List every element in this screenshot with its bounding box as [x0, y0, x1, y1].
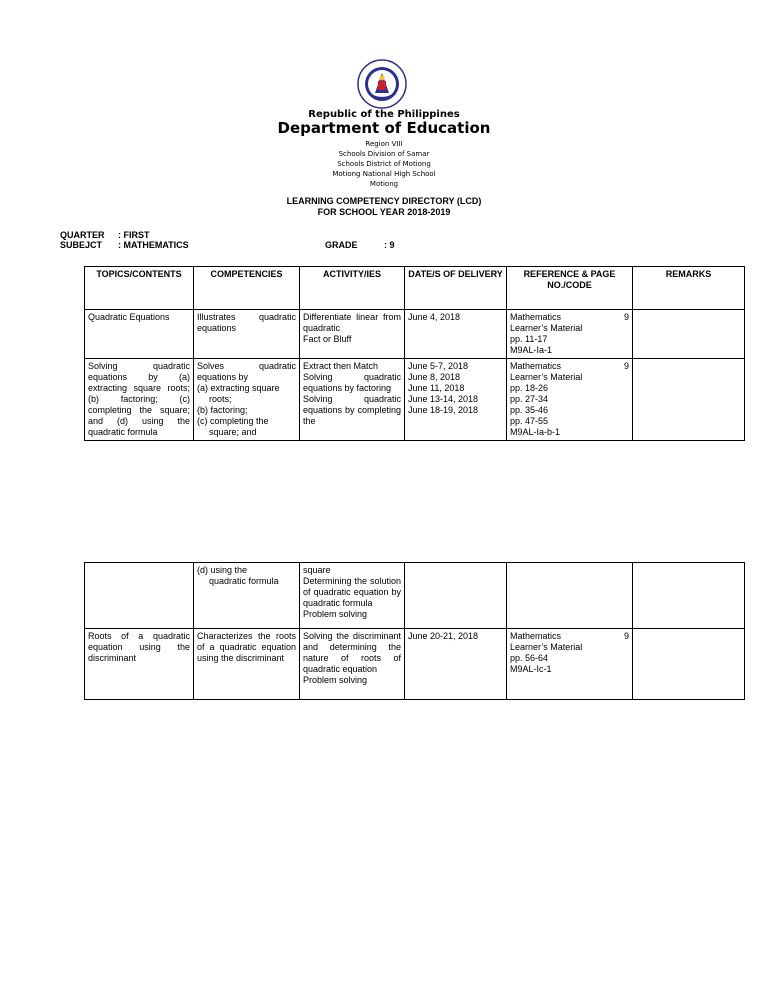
table-row — [85, 359, 745, 441]
competency-line: square; and — [209, 427, 257, 437]
activity-line: Fact or Bluff — [303, 334, 352, 344]
activity-line: Problem solving — [303, 675, 368, 685]
date-cell: June 20-21, 2018 — [405, 629, 507, 700]
competency-cell: Characterizes the roots of a quadratic equation using the discriminant — [194, 629, 300, 700]
reference-book: Mathematics — [510, 631, 562, 641]
topic-cell: Solving quadratic equations by (a) extracting square roots; (b) factoring; (c) completing the square; and (d) using the quadratic formula — [85, 359, 194, 441]
header-activities: ACTIVITY/IES — [300, 267, 405, 310]
date-line: June 18-19, 2018 — [408, 405, 479, 415]
remarks-cell — [633, 359, 745, 441]
competency-cell — [194, 359, 300, 441]
grade-label: GRADE — [325, 240, 358, 250]
date-line: June 5-7, 2018 — [408, 361, 469, 371]
reference-grade: 9 — [623, 361, 629, 371]
reference-pages: pp. 27-34 — [510, 394, 549, 404]
reference-code: M9AL-Ic-1 — [510, 664, 552, 674]
grade-value: : 9 — [384, 240, 395, 250]
reference-book-line — [510, 312, 629, 323]
lcd-table-page2 — [84, 562, 745, 700]
activity-line: Solving the discriminant and determining the nature of roots of quadratic equation — [303, 631, 401, 674]
competency-cell — [194, 563, 300, 629]
topic-cell: Roots of a quadratic equation using the discriminant — [85, 629, 194, 700]
competency-cell: Illustrates quadratic equations — [194, 310, 300, 359]
reference-pages: pp. 47-55 — [510, 416, 549, 426]
school-year-title: FOR SCHOOL YEAR 2018-2019 — [317, 207, 451, 217]
competency-line: roots; — [209, 394, 232, 404]
deped-seal-logo — [357, 59, 407, 109]
document-title: LEARNING COMPETENCY DIRECTORY (LCD) — [286, 196, 482, 206]
competency-line: quadratic formula — [209, 576, 279, 586]
reference-book: Mathematics — [510, 361, 562, 371]
competency-line: (b) factoring; — [197, 405, 248, 415]
topic-cell — [85, 563, 194, 629]
header-dates: DATE/S OF DELIVERY — [405, 267, 507, 310]
remarks-cell — [633, 310, 745, 359]
activity-line: Problem solving — [303, 609, 368, 619]
competency-line: (d) using the — [197, 565, 248, 575]
header-reference: REFERENCE & PAGE NO./CODE — [507, 267, 633, 310]
reference-pages: pp. 11-17 — [510, 334, 548, 344]
municipality-line: Motiong — [369, 180, 399, 188]
reference-cell — [507, 359, 633, 441]
reference-book-line — [510, 361, 629, 372]
reference-material: Learner’s Material — [510, 372, 583, 382]
subject-label: SUBEJCT — [60, 240, 103, 250]
school-line: Motiong National High School — [332, 170, 436, 178]
lcd-table-page1 — [84, 266, 745, 441]
header-topics: TOPICS/CONTENTS — [85, 267, 194, 310]
date-line: June 11, 2018 — [408, 383, 465, 393]
date-cell: June 4, 2018 — [405, 310, 507, 359]
table-row — [85, 563, 745, 629]
reference-material: Learner’s Material — [510, 642, 583, 652]
remarks-cell — [633, 629, 745, 700]
competency-line: Solves quadratic equations by — [197, 361, 296, 382]
reference-cell — [507, 310, 633, 359]
table-row — [85, 629, 745, 700]
republic-heading: Republic of the Philippines — [308, 109, 460, 120]
quarter-label: QUARTER — [60, 230, 105, 240]
district-line: Schools District of Motiong — [337, 160, 431, 168]
reference-cell — [507, 629, 633, 700]
date-cell — [405, 563, 507, 629]
reference-grade: 9 — [623, 631, 629, 641]
activity-cell — [300, 563, 405, 629]
subject-value: : MATHEMATICS — [118, 240, 189, 250]
activity-line: Determining the solution of quadratic equation by quadratic formula — [303, 576, 401, 608]
activity-cell — [300, 310, 405, 359]
activity-line: Solving quadratic equations by completing the — [303, 394, 401, 426]
activity-line: Extract then Match — [303, 361, 379, 371]
header-competencies: COMPETENCIES — [194, 267, 300, 310]
date-line: June 13-14, 2018 — [408, 394, 479, 404]
activity-cell — [300, 359, 405, 441]
reference-material: Learner’s Material — [510, 323, 583, 333]
competency-line: (c) completing the — [197, 416, 269, 426]
activity-line: Differentiate linear from quadratic — [303, 312, 401, 333]
reference-cell — [507, 563, 633, 629]
competency-line: (a) extracting square — [197, 383, 280, 393]
division-line: Schools Division of Samar — [338, 150, 430, 158]
reference-pages: pp. 56-64 — [510, 653, 549, 663]
reference-pages: pp. 18-26 — [510, 383, 549, 393]
header-remarks: REMARKS — [633, 267, 745, 310]
activity-line: square — [303, 565, 331, 575]
reference-grade: 9 — [623, 312, 629, 322]
region-line: Region VIII — [365, 140, 403, 148]
remarks-cell — [633, 563, 745, 629]
date-line: June 8, 2018 — [408, 372, 461, 382]
activity-line: Solving quadratic equations by factoring — [303, 372, 401, 393]
date-cell — [405, 359, 507, 441]
reference-book-line — [510, 631, 629, 642]
table-row — [85, 310, 745, 359]
table-header-row — [85, 267, 745, 310]
reference-book: Mathematics — [510, 312, 562, 322]
topic-cell: Quadratic Equations — [85, 310, 194, 359]
department-heading: Department of Education — [277, 119, 491, 137]
reference-code: M9AL-Ia-b-1 — [510, 427, 561, 437]
reference-pages: pp. 35-46 — [510, 405, 549, 415]
activity-cell — [300, 629, 405, 700]
reference-code: M9AL-Ia-1 — [510, 345, 553, 355]
quarter-value: : FIRST — [118, 230, 150, 240]
